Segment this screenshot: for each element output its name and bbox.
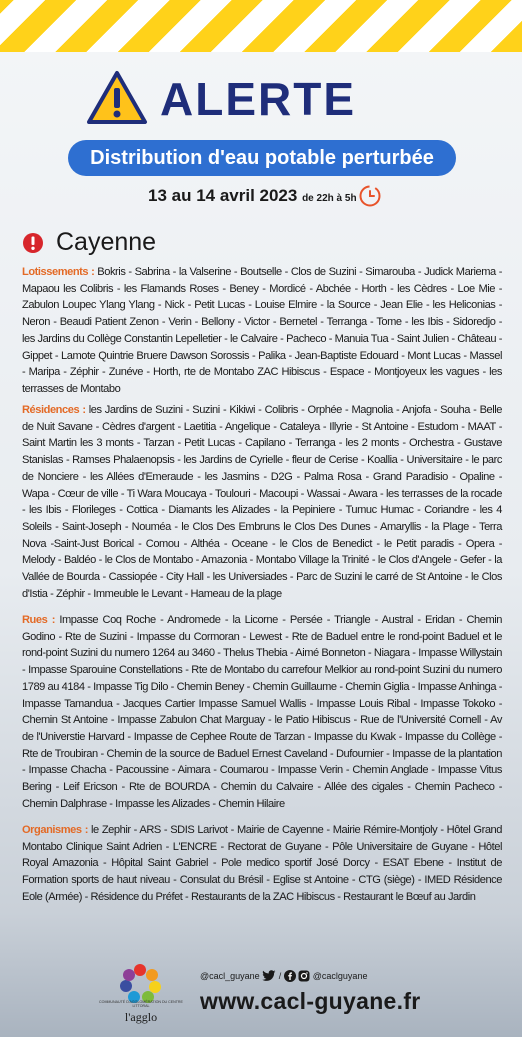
warning-icon [86,70,148,126]
date-text: 13 au 14 avril 2023 [148,186,298,205]
website-link[interactable]: www.cacl-guyane.fr [200,988,421,1014]
section-label: Lotissements : [22,266,95,278]
social-handle-twitter: @cacl_guyane [200,971,260,981]
section-label: Rues : [22,614,55,626]
section-text: les Jardins de Suzini - Suzini - Kikiwi - Colibris - Orphée - Magnolia - Anjofa - Souha - Belle de Nuit Savane - Cèdres d'argent - Laetitia - Angelique - Cataleya - Illyrie - St Antoine - Estudom - MAAT - Saint Martin les 3 monts - Tarzan - Petit Lucas - Capilano - Terranga - les 2 monts - Orchestra - Gustave Stanislas - Ramses Phalaenopsis - les Jardins de Cyrielle - fleur de Cerise - Koallia - Universitaire - le parc de Nonciere - les Allées d'Emeraude - les Jasmins - D2G - Palma Rosa - Grand Paradisio - Opaline - Wapa - Cœur de ville - Ti Wara Moucaya - Toulouri - Macoupi - Wassai - Awara - les terrasses de la rocade - les Ibis - Florileges - Cottica - Diamants les Alizades - la Pepiniere - Tumuc Humac - Coriandre - les 4 Soleils - Saint-Joseph - Nouméa - le Clos Des Embruns le Clos Des Dunes - Amaryllis - la Plage - Terra Nova -Saint-Just Borical - Comou - Althéa - Oceane - le Clos de Benedict - le Petit paradis - Opera - Melody - Baldéo - le Clos de Montabo - Amazonia - Montabo Village la Trinité - le Clos d'Angele - Gefer - la Vallée de Bourda - Cassiopée - City Hall - les Universiades - Parc de Suzini le carré de St Antoine - le Clos d'Istia - Zéphir - Immeuble le Levant - Hameau de la plage [22,404,503,600]
alert-title: ALERTE [160,73,356,125]
exclamation-circle-icon [22,232,44,254]
hazard-stripes [0,0,522,52]
city-name: Cayenne [56,228,157,256]
logo-wordmark: l'agglo [124,1010,158,1024]
social-row [200,970,367,986]
logo-tagline: COMMUNAUTÉ D'AGGLOMÉRATION DU CENTRE LITTORAL [99,1000,183,1008]
section-rues [22,612,502,812]
twitter-icon[interactable] [262,970,276,982]
section-text: Bokris - Sabrina - la Valserine - Boutselle - Clos de Suzini - Simarouba - Judick Mariema - Mapaou les Colibris - les Flamands Roses - Beney - Mordicé - Abchée - Horth - les Cèdres - Loe Mie - Zabulon Loupec Ylang Ylang - Nick - Petit Lucas - Louise Elmire - la Source - Jean Elie - les Heliconias - Neron - Beaudi Patient Zenon - Verin - Bellony - Victor - Bernetel - Terranga - Tome - les Ibis - Sidoredjo - les Jardins du Collège Constantin Lepelletier - le Calvaire - Pacheco - Manuia Tua - Saint Julien - Château - Gippet - Lamote Quintrie Bruere Dawson Sorossis - Palika - Jean-Baptiste Edouard - Mont Lucas - Massel - Maripa - Zéphir - Zunéve - Horth, rte de Montabo ZAC Hibiscus - Espace - Montjoyeux les vagues - les terrasses de Montabo [22,266,502,395]
hours-text: de 22h à 5h [302,193,357,204]
section-text: Impasse Coq Roche - Andromede - la Licorne - Persée - Triangle - Austral - Eridan - Chemin Godino - Rte de Suzini - Impasse du Cormoran - Lewest - Rte de Baduel entre le rond-point Baduel et le rond-point Suzini du numero 1264 au 3460 - Thelus Thebia - Aimé Bonneton - Niagara - Impasse Willystain - Impasse Sparouine Constellations - Rte de Montabo du carrefour Melkior au rond-point Suzini du numero 1789 au 4184 - Impasse Tig Dilo - Chemin Beney - Chemin Guillaume - Chemin Giglia - Impasse Anhinga - Impasse Tamandua - Jacques Cartier Impasse Samuel Wallis - Impasse Louis Ribal - Impasse Tokoko - Chemin St Antoine - Impasse Zabulon Chat Marguay - le Patio Hibiscus - Rue de l'Université Cornell - Av de l'Universtie Harvard - Impasse de Cephee Route de Tarzan - Impasse du Kwak - Impasse du Collège - Rte de Troubiran - Chemin de la source de Baduel Ernest Caveland - Dufournier - Impasse de la plantation - Impasse Chacha - Pacoussine - Aimara - Coumarou - Impasse Verin - Chemin Anglade - Impasse Vitus Bering - Leif Ericson - Rte de BOURDA - Chemin du Calvaire - Allée des cigales - Chemin Pacheco - Chemin Dalphrase - Impasse les Alizades - Chemin Hilaire [22,614,502,810]
section-residences [22,402,502,602]
section-lotissements [22,264,502,398]
section-label: Résidences : [22,404,86,416]
section-label: Organismes : [22,824,88,836]
social-handle-facebook-instagram: @caclguyane [312,971,368,981]
date-range [148,186,357,206]
divider-slash: / [278,971,282,981]
instagram-icon[interactable] [298,970,310,982]
facebook-icon[interactable] [284,970,296,982]
section-organismes [22,822,502,906]
clock-icon [358,184,382,208]
section-text: le Zephir - ARS - SDIS Larivot - Mairie de Cayenne - Mairie Rémire-Montjoly - Hôtel Grand Montabo Clinique Saint Adrien - L'ENCRE - Rectorat de Guyane - Pôle Universitaire de Guyane - Hôtel Royal Amazonia - Hôpital Saint Gabriel - Pole medico sportif José Dorcy - ESAT Ebene - Institut de Formation sports de haut niveau - Consulat du Brésil - Eglise st Antoine - CTG (siège) - IMED Résidence Eole (Armée) - Résidence du Préfet - Restaurants de la ZAC Hibiscus - Restaurant le Bœuf au Jardin [22,824,502,903]
subtitle-banner: Distribution d'eau potable perturbée [68,140,456,176]
